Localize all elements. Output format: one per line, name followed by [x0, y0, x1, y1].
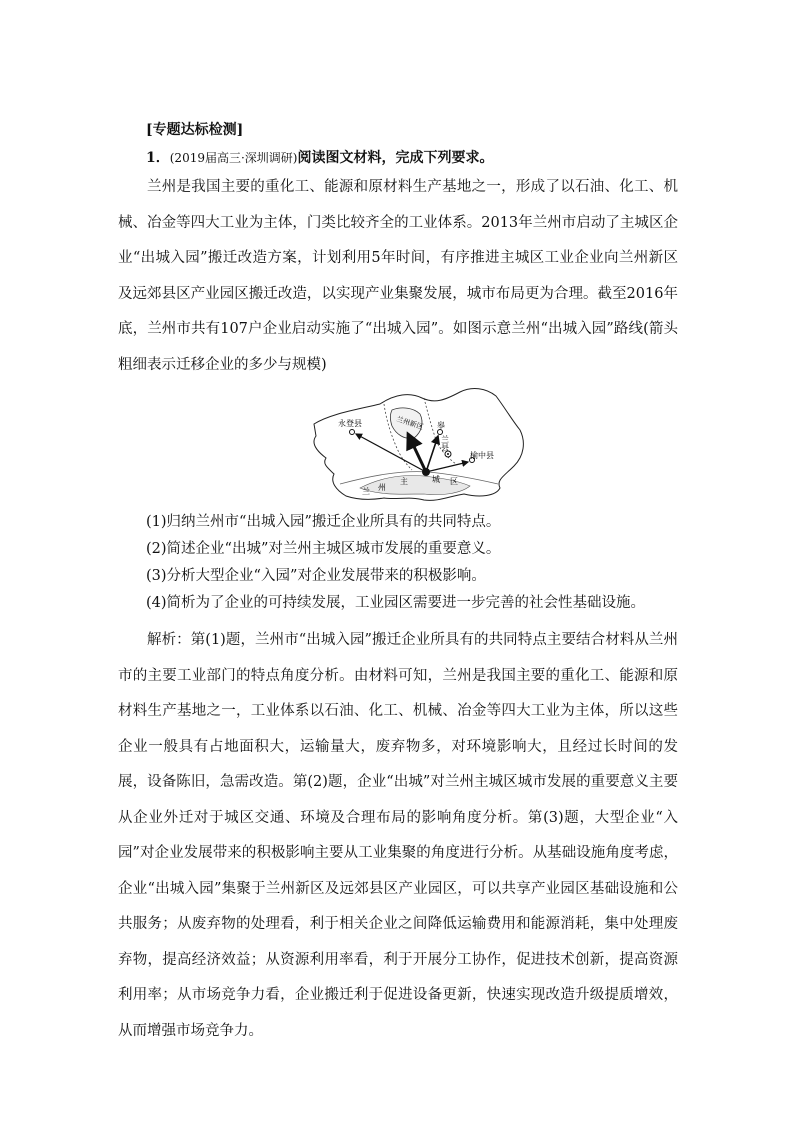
- label-main-city-5: 区: [450, 477, 458, 486]
- label-gaolan-1: 皋: [437, 421, 445, 430]
- sub-question-1: (1)归纳兰州市“出城入园”搬迁企业所具有的共同特点。: [146, 514, 501, 530]
- label-main-city-2: 州: [378, 483, 386, 492]
- label-main-city-1: 兰: [362, 487, 370, 496]
- section-title: [专题达标检测]: [146, 122, 244, 138]
- label-yongdeng: 永登县: [338, 419, 362, 428]
- analysis-paragraph: 解析：第(1)题，兰州市“出城入园”搬迁企业所具有的共同特点主要结合材料从兰州市的主要工业部门的特点角度分析。由材料可知，兰州是我国主要的重化工、能源和原材料生产基地之一，工业体系以石油、化工、机械、冶金等四大工业为主体，所以这些企业一般具有占地面积大，运输量大，废弃物多，对环境影响大，且经过长时间的发展，设备陈旧，急需改造。第(2)题，企业“出城”对兰州主城区城市发展的重要意义主要从企业外迁对于城区交通、环境及合理布局的影响角度分析。第(3)题，大型企业“入园”对企业发展带来的积极影响主要从工业集聚的角度进行分析。从基础设施角度考虑，企业“出城入园”集聚于兰州新区及远郊县区产业园区，可以共享产业园区基础设施和公共服务；从废弃物的处理看，利于相关企业之间降低运输费用和能源消耗，集中处理废弃物，提高经济效益；从资源利用率看，利于开展分工协作，促进技术创新，提高资源利用率；从市场竞争力看，企业搬迁利于促进设备更新，快速实现改造升级提质增效，从而增强市场竞争力。: [118, 632, 678, 1039]
- lanzhou-migration-map: [300, 384, 530, 506]
- yongdeng-dot: [350, 430, 355, 435]
- label-gaolan-2: 兰: [441, 435, 449, 444]
- sub-question-2: (2)简述企业“出城”对兰州主城区城市发展的重要意义。: [146, 541, 501, 557]
- arrow-to-gaolan: [426, 436, 438, 472]
- gaolan-dot: [438, 430, 443, 435]
- question-number: 1．: [146, 150, 170, 166]
- label-xinqu: 兰州新区: [395, 415, 425, 432]
- question-prompt: 阅读图文材料，完成下列要求。: [297, 150, 494, 166]
- gaolan-county-seat-center: [447, 453, 449, 455]
- material-paragraph: 兰州是我国主要的重化工、能源和原材料生产基地之一，形成了以石油、化工、机械、冶金等四大工业为主体，门类比较齐全的工业体系。2013年兰州市启动了主城区企业“出城入园”搬迁改造方案，计划利用5年时间，有序推进主城区工业企业向兰州新区及远郊县区产业园区搬迁改造，以实现产业集聚发展，城市布局更为合理。截至2016年底，兰州市共有107户企业启动实施了“出城入园”。如图示意兰州“出城入园”路线(箭头粗细表示迁移企业的多少与规模): [118, 179, 678, 373]
- sub-question-3: (3)分析大型企业“入园”对企业发展带来的积极影响。: [146, 568, 486, 584]
- main-city-dot: [422, 468, 430, 476]
- arrow-to-xinqu: [408, 434, 426, 472]
- label-main-city-3: 主: [400, 477, 408, 486]
- question-header: [146, 147, 493, 167]
- label-gaolan-3: 县: [441, 443, 449, 452]
- label-yuzhong: 榆中县: [470, 451, 494, 460]
- arrow-to-yuzhong: [426, 462, 468, 472]
- question-source: (2019届高三·深圳调研): [169, 151, 298, 165]
- label-main-city-4: 城: [432, 475, 440, 484]
- sub-question-4: (4)简析为了企业的可持续发展，工业园区需要进一步完善的社会性基础设施。: [146, 595, 646, 611]
